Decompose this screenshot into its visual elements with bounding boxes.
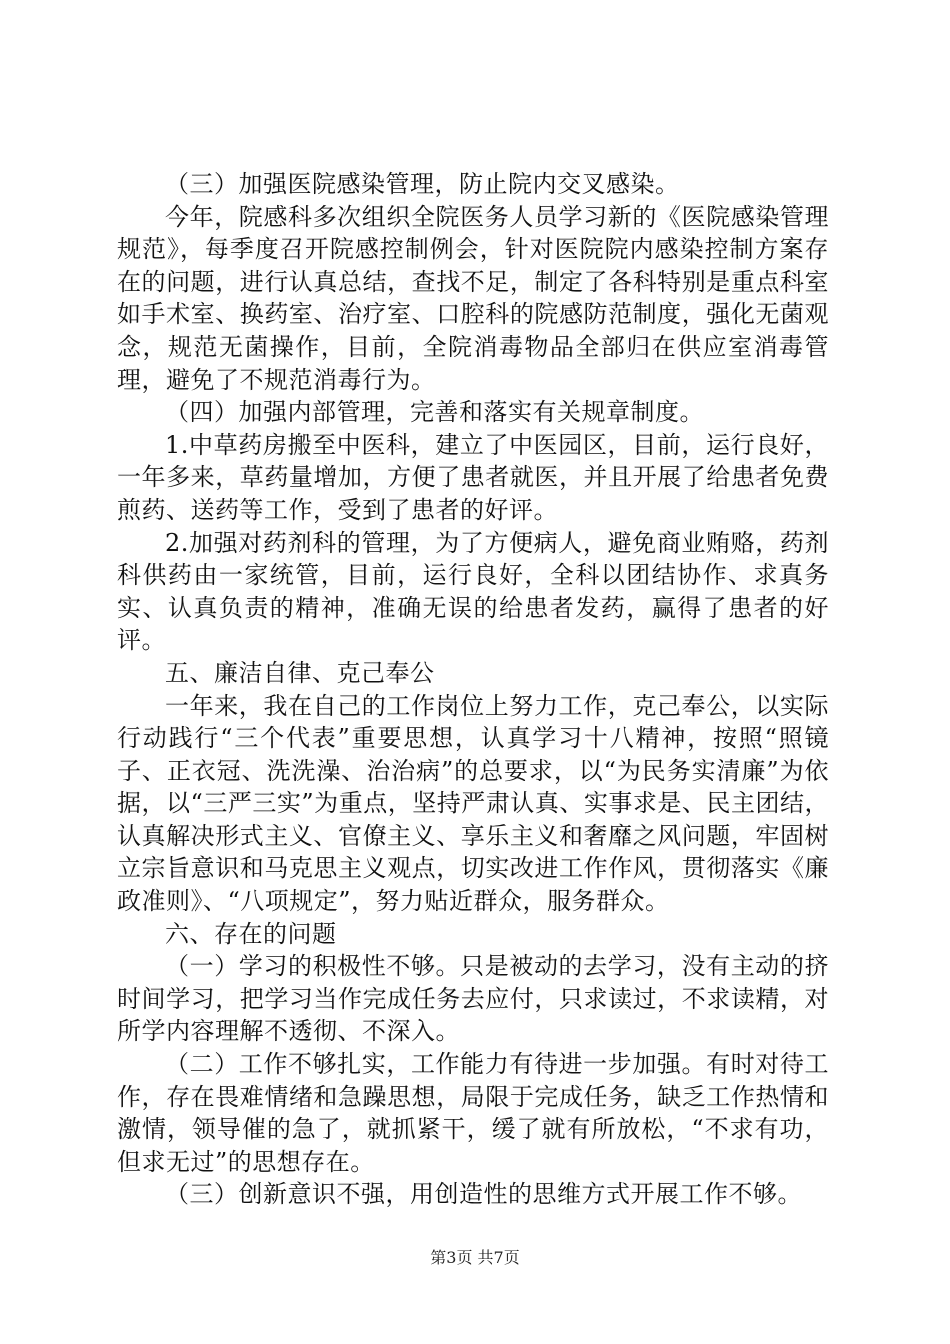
- paragraph: 今年，院感科多次组织全院医务人员学习新的《医院感染管理规范》，每季度召开院感控制例会，针对医院院内感染控制方案存在的问题，进行认真总结，查找不足，制定了各科特别是重点科室如手术室、换药室、治疗室、口腔科的院感防范制度，强化无菌观念，规范无菌操作，目前，全院消毒物品全部归在供应室消毒管理，避免了不规范消毒行为。: [117, 202, 829, 394]
- paragraph: 一年来，我在自己的工作岗位上努力工作，克己奉公，以实际行动践行“三个代表”重要思想，认真学习十八精神，按照“照镜子、正衣冠、洗洗澡、治治病”的总要求，以“为民务实清廉”为依据，以“三严三实”为重点，坚持严肃认真、实事求是、民主团结，认真解决形式主义、官僚主义、享乐主义和奢靡之风问题，牢固树立宗旨意识和马克思主义观点，切实改进工作作风，贯彻落实《廉政准则》、“八项规定”，努力贴近群众，服务群众。: [117, 691, 829, 916]
- paragraph-heading-infection: （三）加强医院感染管理，防止院内交叉感染。: [165, 170, 680, 198]
- paragraph: 2.加强对药剂科的管理，为了方便病人，避免商业贿赂，药剂科供药由一家统管，目前，运行良好，全科以团结协作、求真务实、认真负责的精神，准确无误的给患者发药，赢得了患者的好评。: [117, 528, 829, 655]
- paragraph: （三）创新意识不强，用创造性的思维方式开展工作不够。: [165, 1180, 802, 1209]
- document-body: [117, 168, 829, 1211]
- paragraph: （二）工作不够扎实，工作能力有待进一步加强。有时对待工作，存在畏难情绪和急躁思想，局限于完成任务，缺乏工作热情和激情，领导催的急了，就抓紧干，缓了就有所放松，“不求有功，但求无过”的思想存在。: [117, 1050, 829, 1176]
- section-heading-integrity: 五、廉洁自律、克己奉公: [165, 658, 435, 687]
- page-footer: 第3页 共7页: [430, 1248, 520, 1267]
- paragraph: （一）学习的积极性不够。只是被动的去学习，没有主动的挤时间学习，把学习当作完成任务去应付，只求读过，不求读精，对所学内容理解不透彻、不深入。: [117, 952, 829, 1046]
- paragraph: 1.中草药房搬至中医科，建立了中医园区，目前，运行良好，一年多来，草药量增加，方便了患者就医，并且开展了给患者免费煎药、送药等工作，受到了患者的好评。: [117, 430, 829, 524]
- section-heading-problems: 六、存在的问题: [165, 919, 337, 948]
- paragraph-heading-management: （四）加强内部管理，完善和落实有关规章制度。: [165, 398, 704, 427]
